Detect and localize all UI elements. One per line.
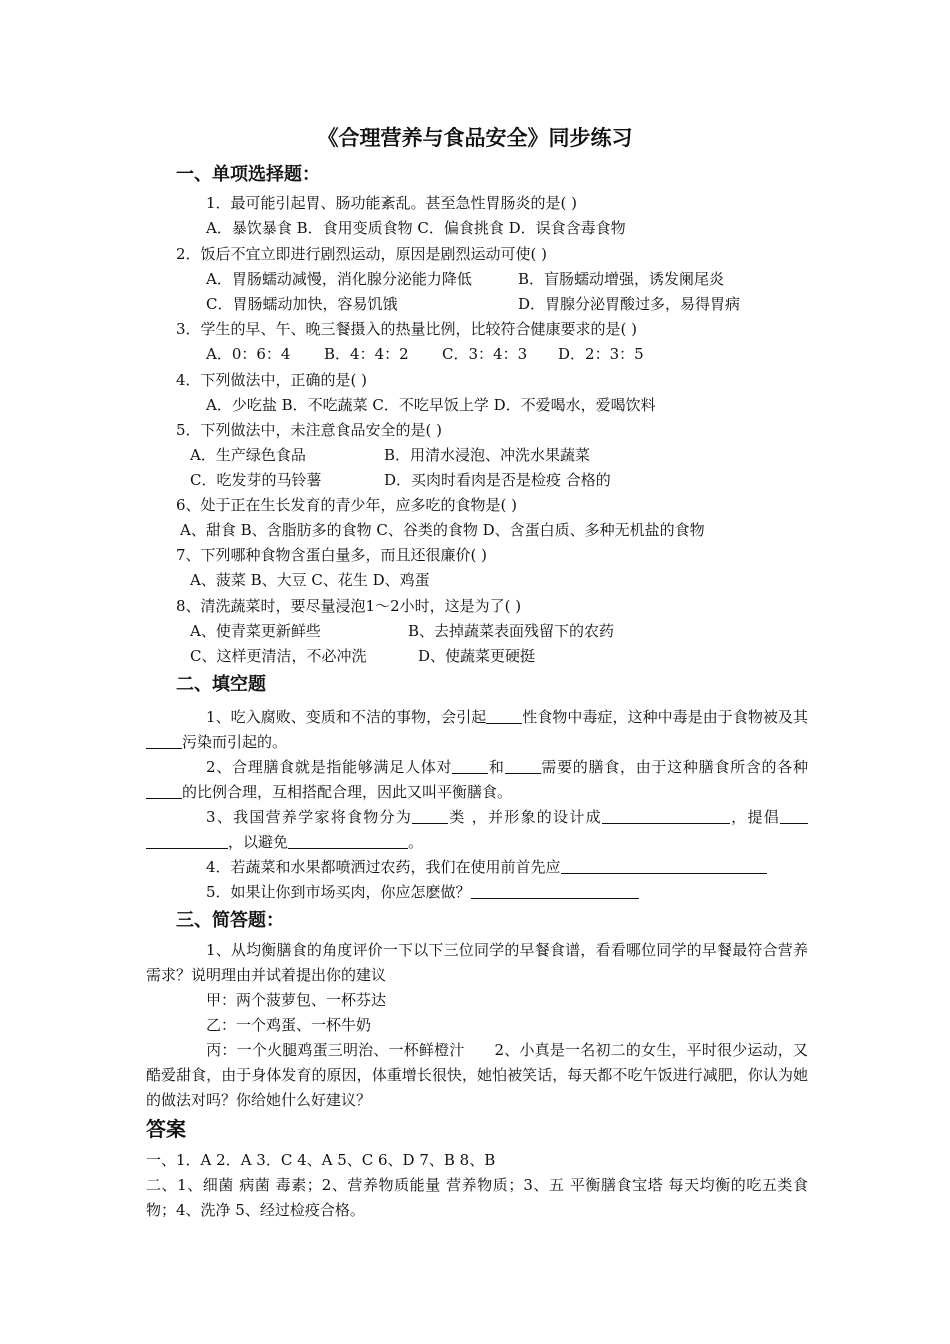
question-7-options: A、菠菜 B、大豆 C、花生 D、鸡蛋 bbox=[190, 571, 430, 589]
question-3-option-d: D．2：3：5 bbox=[558, 345, 644, 363]
question-6: 6、处于正在生长发育的青少年，应多吃的食物是( ) bbox=[176, 496, 518, 514]
question-5-option-a: A．生产绿色食品 bbox=[190, 446, 306, 464]
question-1-options: A．暴饮暴食 B．食用变质食物 C．偏食挑食 D．误食含毒食物 bbox=[206, 219, 626, 237]
question-3: 3．学生的早、午、晚三餐摄入的热量比例，比较符合健康要求的是( ) bbox=[176, 320, 638, 338]
fill-question-5: 5．如果让你到市场买肉，你应怎麽做？ bbox=[206, 882, 639, 902]
section-heading-choice: 一、单项选择题： bbox=[176, 164, 320, 185]
page-title: 《合理营养与食品安全》同步练习 bbox=[317, 126, 633, 150]
question-2-option-b: B．盲肠蠕动增强，诱发阑尾炎 bbox=[518, 270, 725, 288]
answers-heading: 答案 bbox=[146, 1117, 186, 1141]
answers-fill: 二、1、细菌 病菌 毒素；2、营养物质能量 营养物质；3、五 平衡膳食宝塔 每天均衡的吃五类食物；4、洗净 5、经过检疫合格。 bbox=[146, 1176, 808, 1219]
question-2: 2．饭后不宜立即进行剧烈运动，原因是剧烈运动可使( ) bbox=[176, 245, 548, 263]
fill-question-4: 4．若蔬菜和水果都喷洒过农药，我们在使用前首先应 bbox=[206, 857, 767, 877]
question-5-option-d: D．买肉时看肉是否是检疫 合格的 bbox=[384, 471, 611, 489]
question-3-option-a: A．0：6：4 bbox=[206, 345, 291, 363]
fill-question-3: 3、我国营养学家将食物分为 类 ，并形象的设计成 ，提倡，以避免 。 bbox=[146, 805, 808, 855]
question-2-option-c: C．胃肠蠕动加快，容易饥饿 bbox=[206, 295, 398, 313]
breakfast-jia: 甲：两个菠萝包、一杯芬达 bbox=[206, 991, 387, 1009]
question-7: 7、下列哪种食物含蛋白量多，而且还很廉价( ) bbox=[176, 546, 488, 564]
question-8-option-d: D、使蔬菜更硬挺 bbox=[418, 647, 536, 665]
section-heading-short-answer: 三、简答题： bbox=[176, 910, 284, 931]
question-3-option-b: B．4：4：2 bbox=[324, 345, 409, 363]
question-3-option-c: C．3：4：3 bbox=[442, 345, 528, 363]
breakfast-yi: 乙：一个鸡蛋、一杯牛奶 bbox=[206, 1016, 372, 1034]
answers-choice: 一、1．A 2．A 3．C 4、A 5、C 6、D 7、B 8、B bbox=[146, 1151, 496, 1169]
question-4-options: A．少吃盐 B．不吃蔬菜 C．不吃早饭上学 D．不爱喝水，爱喝饮料 bbox=[206, 396, 656, 414]
question-5: 5．下列做法中，未注意食品安全的是( ) bbox=[176, 421, 443, 439]
fill-question-1: 1、吃入腐败、变质和不洁的事物，会引起 性食物中毒症，这种中毒是由于食物被及其污染而引起的。 bbox=[146, 705, 808, 755]
short-question-1: 1、从均衡膳食的角度评价一下以下三位同学的早餐食谱，看看哪位同学的早餐最符合营养需求？说明理由并试着提出你的建议 bbox=[146, 941, 808, 984]
question-1: 1．最可能引起胃、肠功能紊乱。甚至急性胃肠炎的是( ) bbox=[206, 194, 578, 212]
question-5-option-c: C．吃发芽的马铃薯 bbox=[190, 471, 322, 489]
question-8-option-c: C、这样更清洁，不必冲洗 bbox=[190, 647, 367, 665]
question-6-options: A、甜食 B、含脂肪多的食物 C、谷类的食物 D、含蛋白质、多种无机盐的食物 bbox=[180, 521, 705, 539]
question-2-option-a: A．胃肠蠕动减慢，消化腺分泌能力降低 bbox=[206, 270, 472, 288]
question-2-option-d: D．胃腺分泌胃酸过多，易得胃病 bbox=[518, 295, 741, 313]
question-8-option-b: B、去掉蔬菜表面残留下的农药 bbox=[408, 622, 615, 640]
question-8-option-a: A、使青菜更新鲜些 bbox=[190, 622, 321, 640]
fill-question-2: 2、合理膳食就是指能够满足人体对 和 需要的膳食，由于这种膳食所含的各种的比例合理，互相搭配合理，因此又叫平衡膳食。 bbox=[146, 755, 808, 805]
question-5-option-b: B．用清水浸泡、冲洗水果蔬菜 bbox=[384, 446, 591, 464]
section-heading-fill: 二、填空题 bbox=[176, 674, 266, 695]
short-question-2: 丙：一个火腿鸡蛋三明治、一杯鲜橙汁 2、小真是一名初二的女生，平时很少运动，又酷爱甜食，由于身体发育的原因，体重增长很快，她怕被笑话，每天都不吃午饭进行减肥，你认为她的做法对吗？你给她什么好建议？ bbox=[146, 1041, 808, 1109]
question-8: 8、清洗蔬菜时，要尽量浸泡1～2小时，这是为了( ) bbox=[176, 597, 522, 615]
question-4: 4．下列做法中，正确的是( ) bbox=[176, 371, 368, 389]
